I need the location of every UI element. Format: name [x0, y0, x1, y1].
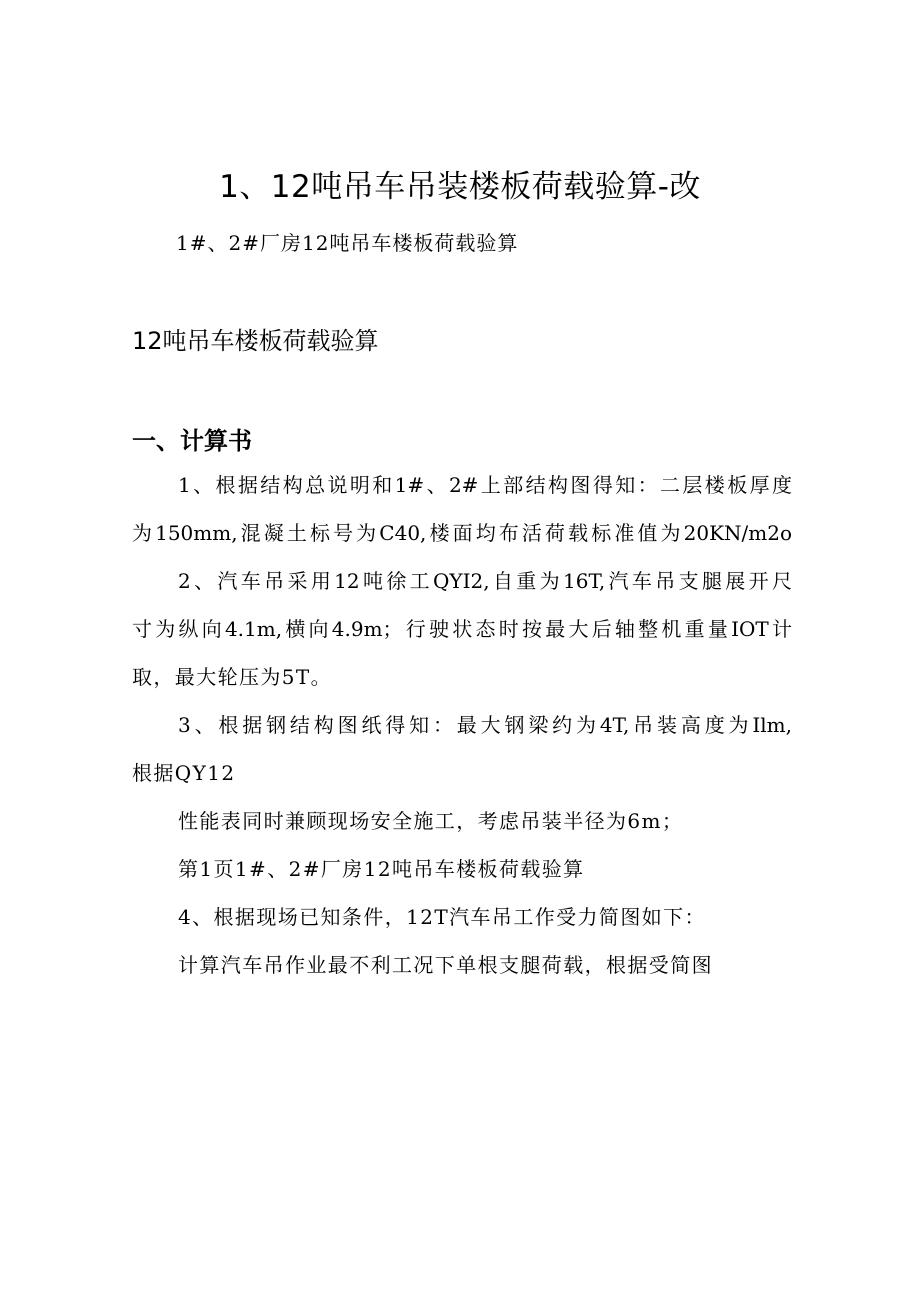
page-footer-line: 第1页1#、2#厂房12吨吊车楼板荷载验算 [178, 857, 585, 881]
paragraph-5-line: 4、根据现场已知条件，12T汽车吊工作受力简图如下： [178, 905, 706, 929]
paragraph-2-line-2: 寸为纵向4.1m,横向4.9m；行驶状态时按最大后轴整机重量IOT计 [132, 617, 792, 641]
paragraph-3-line-1: 3、根据钢结构图纸得知：最大钢梁约为4T,吊装高度为Ilm, [178, 713, 792, 737]
paragraph-2-line-1: 2、汽车吊采用12吨徐工QYI2,自重为16T,汽车吊支腿展开尺 [178, 569, 792, 593]
document-title: 1、12吨吊车吊装楼板荷载验算-改 [219, 169, 701, 205]
paragraph-1-line-2: 为150mm,混凝土标号为C40,楼面均布活荷载标准值为20KN∕m2o [132, 521, 792, 545]
paragraph-1-line-1: 1、根据结构总说明和1#、2#上部结构图得知：二层楼板厚度 [178, 473, 792, 497]
paragraph-4-line: 性能表同时兼顾现场安全施工，考虑吊装半径为6m； [178, 809, 684, 833]
paragraph-2-line-3: 取，最大轮压为5T。 [132, 665, 333, 689]
paragraph-3-line-2: 根据QY12 [132, 761, 236, 785]
chapter-heading: 一、计算书 [132, 427, 252, 455]
paragraph-6-line: 计算汽车吊作业最不利工况下单根支腿荷载，根据受简图 [178, 953, 713, 977]
section-title: 12吨吊车楼板荷载验算 [132, 327, 379, 355]
document-subtitle: 1#、2#厂房12吨吊车楼板荷载验算 [176, 231, 519, 255]
